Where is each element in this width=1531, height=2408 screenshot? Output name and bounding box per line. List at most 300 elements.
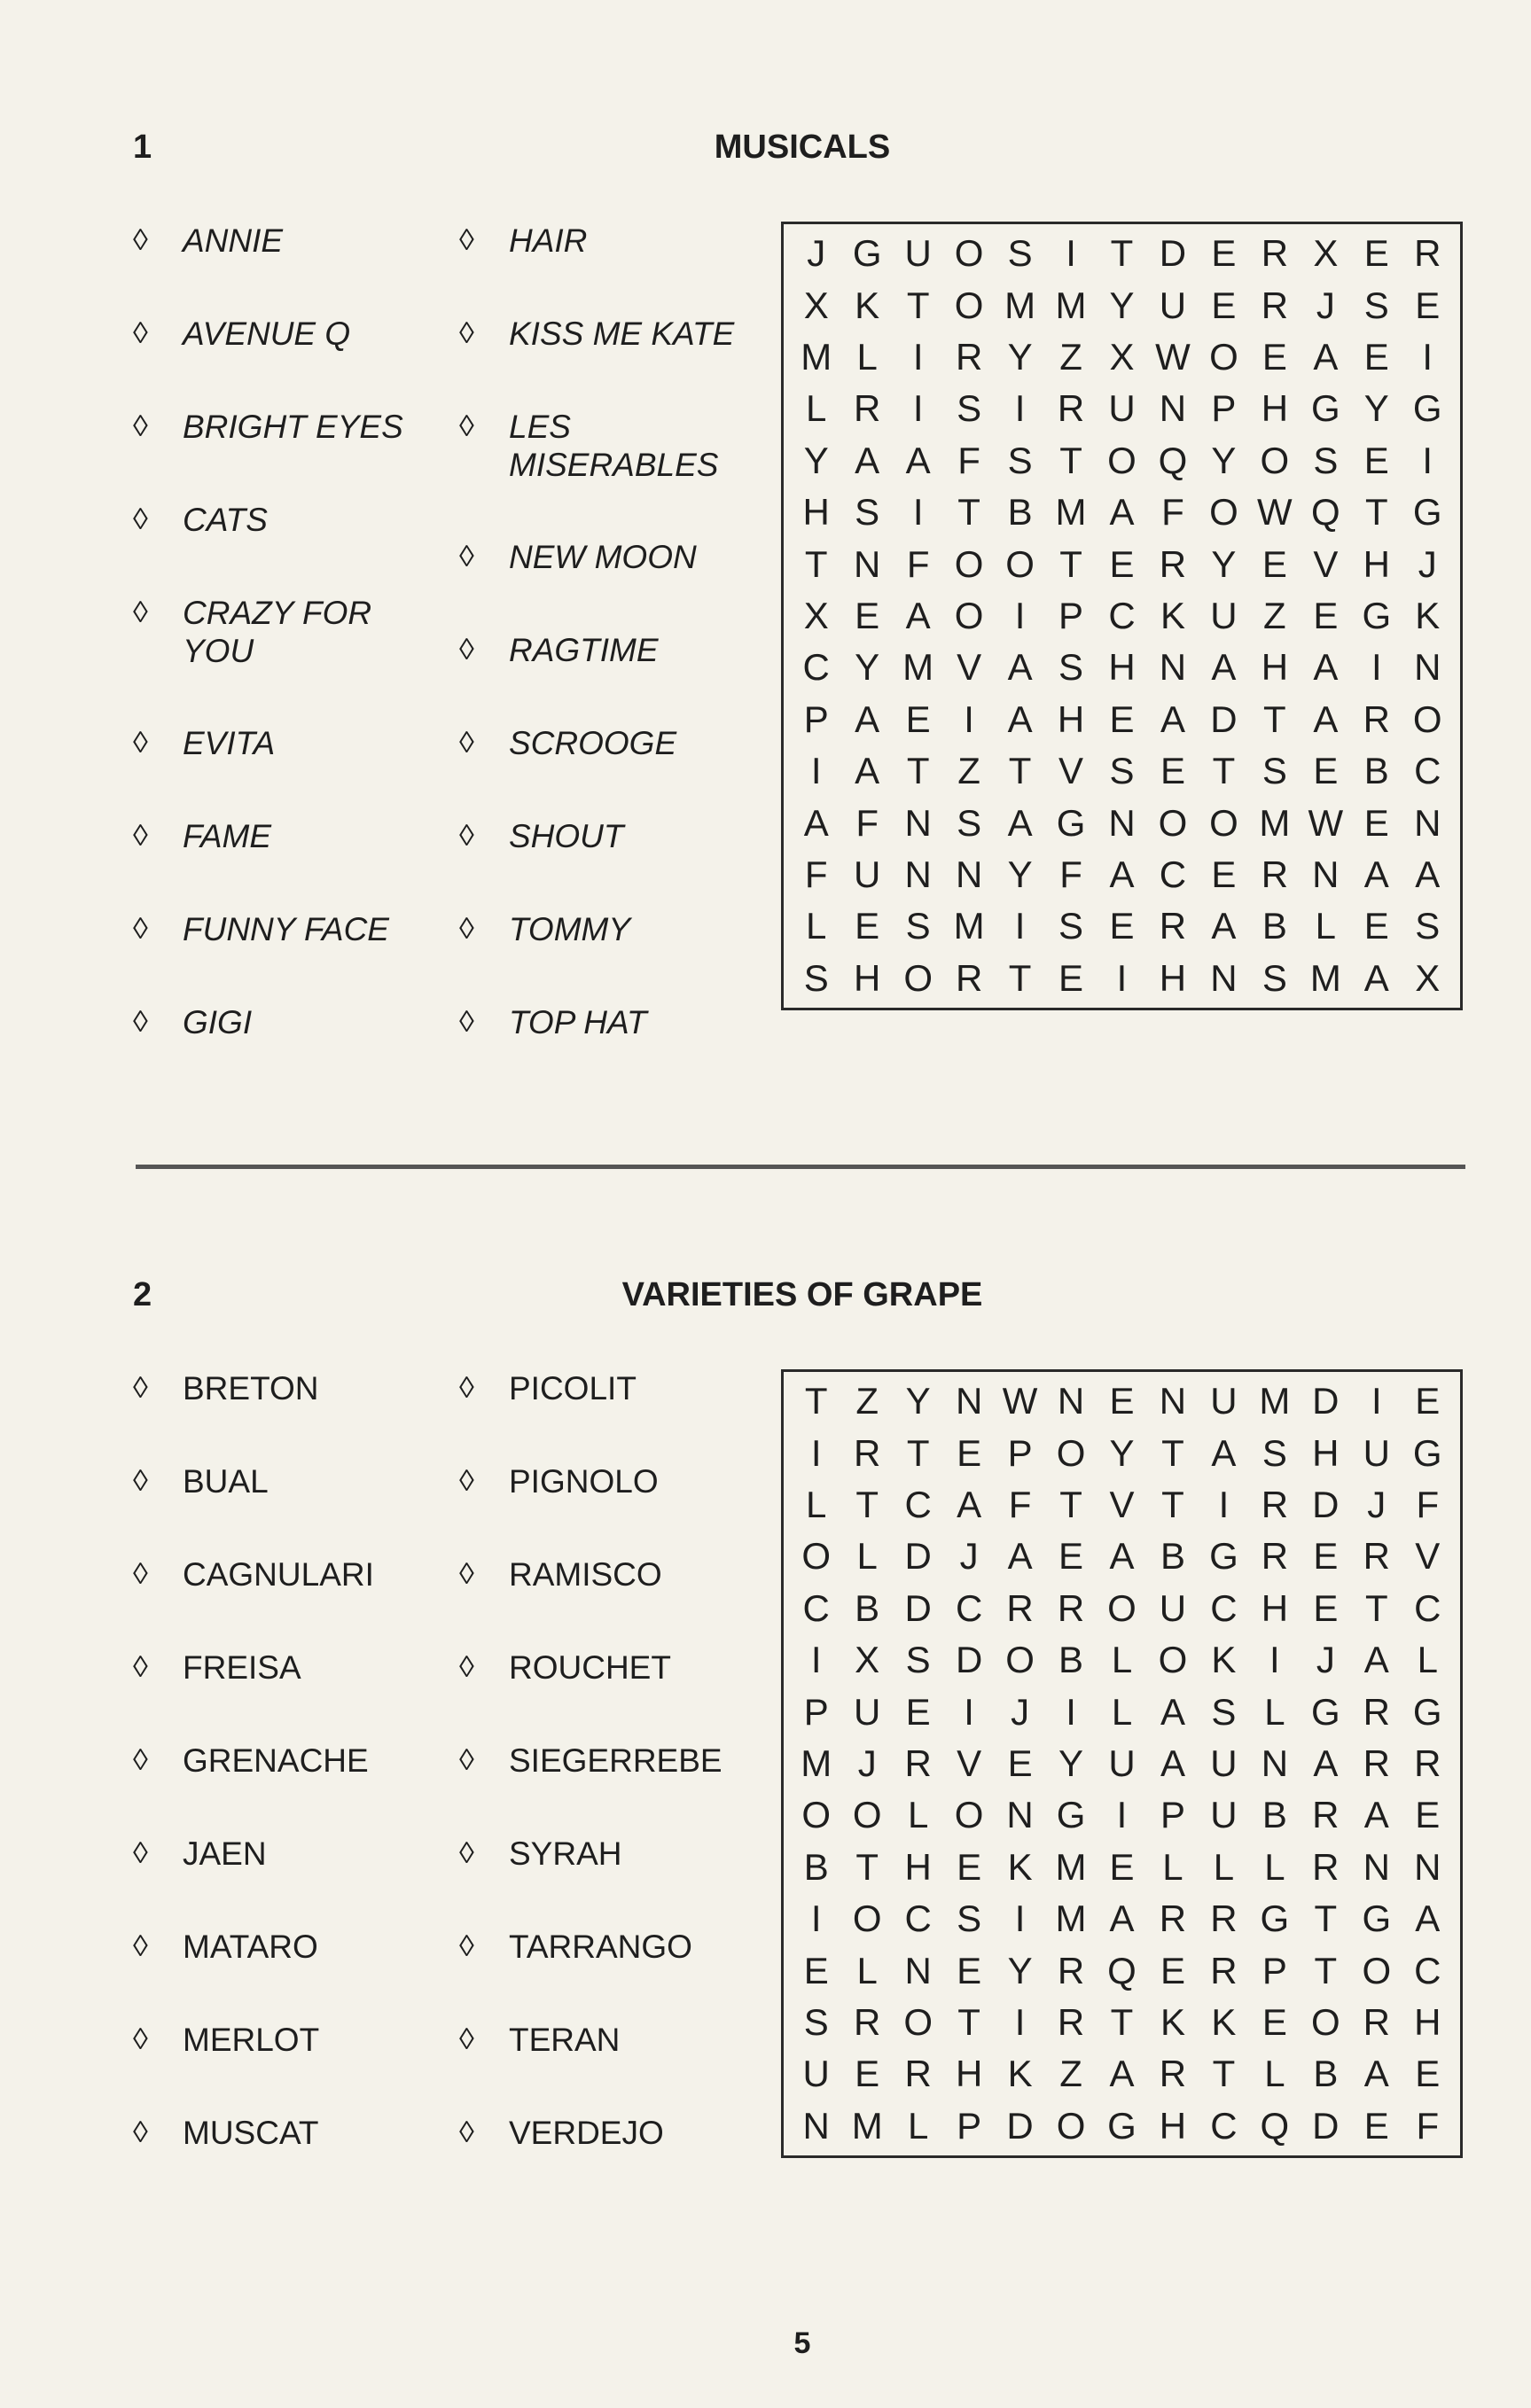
grid-letter: V <box>957 1742 982 1784</box>
grid-letter: E <box>1415 2053 1441 2095</box>
grid-letter: U <box>1210 1794 1238 1836</box>
grid-letter: I <box>964 697 974 740</box>
diamond-bullet-icon: ◊ <box>133 1836 148 1870</box>
word-text: FAME <box>183 818 272 854</box>
grid-letter: E <box>1363 2104 1389 2147</box>
grid-letter: V <box>1415 1535 1441 1578</box>
diamond-bullet-icon: ◊ <box>133 1650 148 1684</box>
section-divider <box>136 1165 1465 1169</box>
word-list-item <box>459 631 766 669</box>
grid-letter: R <box>854 1431 881 1474</box>
word-text: SYRAH <box>509 1835 622 1872</box>
grid-letter: H <box>1159 2104 1187 2147</box>
grid-letter: X <box>803 284 829 326</box>
grid-letter: O <box>852 1794 882 1836</box>
grid-letter: L <box>806 387 827 430</box>
grid-letter: Y <box>1007 853 1033 895</box>
grid-letter: A <box>1007 1535 1033 1578</box>
grid-letter: L <box>856 335 878 378</box>
grid-letter: Y <box>1363 387 1389 430</box>
grid-letter: R <box>1159 542 1187 585</box>
word-text: BRIGHT EYES <box>183 409 403 445</box>
grid-letter: R <box>1312 1845 1340 1888</box>
grid-letter: N <box>1159 1380 1187 1422</box>
grid-letter: R <box>904 1742 932 1784</box>
grid-letter: E <box>1363 439 1389 481</box>
grid-letter: N <box>1159 646 1187 689</box>
grid-letter: I <box>1116 956 1128 999</box>
grid-letter: N <box>955 853 983 895</box>
grid-letter: G <box>1412 387 1442 430</box>
diamond-bullet-icon: ◊ <box>459 726 474 760</box>
diamond-bullet-icon: ◊ <box>459 2116 474 2149</box>
grid-letter: R <box>1159 2053 1187 2095</box>
grid-letter: H <box>854 956 881 999</box>
grid-letter: O <box>801 1794 832 1836</box>
grid-letter: L <box>1264 1690 1285 1733</box>
grid-letter: J <box>1011 1690 1030 1733</box>
grid-letter: L <box>1162 1845 1183 1888</box>
diamond-bullet-icon: ◊ <box>133 1557 148 1591</box>
grid-letter: R <box>1057 387 1085 430</box>
grid-letter: E <box>1109 1845 1135 1888</box>
grid-letter: E <box>803 1949 829 1991</box>
grid-letter: K <box>1007 1845 1033 1888</box>
grid-letter: S <box>1058 646 1084 689</box>
grid-letter: S <box>1415 905 1441 947</box>
grid-letter: O <box>1158 1639 1188 1681</box>
grid-letter: U <box>1159 284 1187 326</box>
grid-letter: J <box>1418 542 1437 585</box>
grid-letter: E <box>1109 905 1135 947</box>
grid-letter: R <box>1159 1898 1187 1940</box>
grid-letter: B <box>1058 1639 1084 1681</box>
word-list-item <box>133 594 440 670</box>
grid-letter: S <box>957 801 982 844</box>
grid-letter: R <box>1006 1586 1034 1629</box>
grid-letter: A <box>1160 1742 1185 1784</box>
grid-letter: G <box>1260 1898 1290 1940</box>
grid-letter: A <box>1109 1898 1135 1940</box>
grid-letter: N <box>904 853 932 895</box>
grid-letter: U <box>1108 1742 1136 1784</box>
grid-letter: Y <box>1211 542 1237 585</box>
grid-letter: R <box>1159 905 1187 947</box>
grid-letter: A <box>855 697 880 740</box>
grid-letter: N <box>1057 1380 1085 1422</box>
diamond-bullet-icon: ◊ <box>459 2022 474 2056</box>
page-number: 5 <box>793 2326 811 2360</box>
grid-letter: P <box>1160 1794 1185 1836</box>
grid-letter: J <box>857 1742 877 1784</box>
grid-letter: T <box>1161 1483 1184 1525</box>
grid-letter: P <box>957 2104 982 2147</box>
grid-letter: I <box>912 335 924 378</box>
word-text: TOP HAT <box>509 1004 647 1040</box>
grid-letter: S <box>957 387 982 430</box>
grid-letter: O <box>903 956 933 999</box>
word-text: LES MISERABLES <box>509 409 719 483</box>
grid-letter: B <box>803 1845 829 1888</box>
grid-letter: S <box>957 1898 982 1940</box>
diamond-bullet-icon: ◊ <box>459 1371 474 1405</box>
grid-letter: A <box>1363 1794 1389 1836</box>
grid-letter: Q <box>1158 439 1188 481</box>
word-list-item <box>133 2114 440 2152</box>
grid-letter: V <box>1313 542 1339 585</box>
word-text: TARRANGO <box>509 1929 692 1965</box>
grid-letter: V <box>1109 1483 1135 1525</box>
diamond-bullet-icon: ◊ <box>459 1464 474 1498</box>
grid-letter: H <box>1414 2000 1441 2043</box>
grid-letter: F <box>1416 2104 1440 2147</box>
grid-letter: X <box>1415 956 1441 999</box>
grid-letter: B <box>1262 1794 1287 1836</box>
grid-letter: U <box>854 1690 881 1733</box>
word-list-item <box>133 1462 440 1500</box>
grid-letter: O <box>1158 801 1188 844</box>
grid-letter: A <box>1415 853 1441 895</box>
grid-letter: C <box>1414 750 1441 792</box>
grid-letter: O <box>1005 542 1035 585</box>
grid-letter: T <box>1008 956 1032 999</box>
grid-letter: N <box>854 542 881 585</box>
grid-letter: M <box>953 905 985 947</box>
word-text: MERLOT <box>183 2022 320 2058</box>
grid-letter: M <box>1004 284 1036 326</box>
diamond-bullet-icon: ◊ <box>133 726 148 760</box>
grid-letter: N <box>1159 387 1187 430</box>
grid-letter: A <box>1313 646 1339 689</box>
grid-letter: A <box>1007 646 1033 689</box>
grid-letter: B <box>855 1586 880 1629</box>
grid-letter: E <box>1211 853 1237 895</box>
grid-letter: E <box>957 1431 982 1474</box>
grid-letter: N <box>1414 1845 1441 1888</box>
grid-letter: O <box>1311 2000 1340 2043</box>
diamond-bullet-icon: ◊ <box>459 912 474 946</box>
grid-letter: E <box>1363 905 1389 947</box>
grid-letter: M <box>1055 284 1087 326</box>
grid-letter: G <box>1311 1690 1340 1733</box>
grid-letter: I <box>1422 335 1433 378</box>
grid-letter: R <box>854 2000 881 2043</box>
grid-letter: T <box>804 1380 828 1422</box>
grid-letter: G <box>1412 1431 1442 1474</box>
grid-letter: I <box>1116 1794 1128 1836</box>
grid-letter: G <box>1412 491 1442 534</box>
grid-letter: G <box>852 232 882 275</box>
grid-letter: A <box>1109 2053 1135 2095</box>
grid-letter: V <box>1058 750 1084 792</box>
grid-letter: L <box>806 1483 827 1525</box>
grid-letter: D <box>1312 1483 1340 1525</box>
grid-letter: N <box>904 1949 932 1991</box>
grid-letter: P <box>1211 387 1237 430</box>
puzzle-number: 2 <box>133 1276 152 1313</box>
grid-letter: I <box>1371 1380 1382 1422</box>
diamond-bullet-icon: ◊ <box>133 316 148 350</box>
grid-letter: L <box>1417 1639 1438 1681</box>
grid-letter: B <box>1007 491 1033 534</box>
grid-letter: E <box>905 1690 931 1733</box>
word-list-item <box>459 315 766 353</box>
grid-letter: F <box>906 542 930 585</box>
grid-letter: Y <box>1109 1431 1135 1474</box>
word-text: GRENACHE <box>183 1742 369 1779</box>
grid-letter: F <box>1416 1483 1440 1525</box>
grid-letter: I <box>1218 1483 1230 1525</box>
grid-letter: D <box>1312 1380 1340 1422</box>
word-text: ANNIE <box>183 222 284 259</box>
grid-letter: I <box>810 1639 822 1681</box>
grid-letter: E <box>1313 750 1339 792</box>
grid-letter: A <box>1109 491 1135 534</box>
word-list-item <box>459 817 766 855</box>
word-text: CATS <box>183 502 268 538</box>
letter-grid <box>781 1369 1463 2158</box>
grid-letter: N <box>955 1380 983 1422</box>
grid-letter: I <box>1014 387 1026 430</box>
diamond-bullet-icon: ◊ <box>459 223 474 257</box>
grid-letter: A <box>1007 697 1033 740</box>
grid-letter: C <box>1108 594 1136 636</box>
grid-letter: K <box>1160 594 1185 636</box>
grid-letter: M <box>1055 491 1087 534</box>
word-list-item <box>459 910 766 948</box>
grid-letter: R <box>1414 232 1441 275</box>
grid-letter: O <box>1005 1639 1035 1681</box>
grid-letter: I <box>912 491 924 534</box>
diamond-bullet-icon: ◊ <box>133 1371 148 1405</box>
grid-letter: A <box>957 1483 982 1525</box>
grid-letter: U <box>904 232 932 275</box>
diamond-bullet-icon: ◊ <box>133 596 148 629</box>
grid-letter: S <box>1262 1431 1287 1474</box>
word-text: AVENUE Q <box>183 316 351 352</box>
grid-letter: Y <box>1007 335 1033 378</box>
grid-letter: F <box>855 801 879 844</box>
grid-letter: W <box>1308 801 1344 844</box>
grid-letter: B <box>1363 750 1389 792</box>
grid-letter: I <box>1269 1639 1280 1681</box>
grid-letter: Q <box>1260 2104 1290 2147</box>
grid-letter: D <box>904 1586 932 1629</box>
grid-letter: E <box>1058 956 1084 999</box>
grid-letter: A <box>1415 1898 1441 1940</box>
grid-letter: R <box>1363 2000 1390 2043</box>
diamond-bullet-icon: ◊ <box>133 912 148 946</box>
grid-letter: E <box>1160 750 1185 792</box>
grid-letter: E <box>1415 1794 1441 1836</box>
grid-letter: G <box>1362 1898 1392 1940</box>
grid-letter: D <box>1006 2104 1034 2147</box>
grid-letter: R <box>1210 1949 1238 1991</box>
grid-letter: L <box>1111 1639 1133 1681</box>
grid-letter: O <box>801 1535 832 1578</box>
grid-letter: Z <box>1263 594 1286 636</box>
word-text: GIGI <box>183 1004 253 1040</box>
grid-letter: L <box>856 1535 878 1578</box>
diamond-bullet-icon: ◊ <box>133 1464 148 1498</box>
grid-letter: S <box>855 491 880 534</box>
grid-letter: G <box>1056 801 1086 844</box>
grid-letter: P <box>803 1690 829 1733</box>
word-text: BRETON <box>183 1370 319 1407</box>
word-text: ROUCHET <box>509 1649 671 1686</box>
grid-letter: T <box>804 542 828 585</box>
grid-letter: O <box>1362 1949 1392 1991</box>
grid-letter: C <box>904 1898 932 1940</box>
grid-letter: M <box>1055 1845 1087 1888</box>
diamond-bullet-icon: ◊ <box>459 409 474 443</box>
grid-letter: D <box>1210 697 1238 740</box>
grid-letter: O <box>1260 439 1290 481</box>
grid-letter: O <box>1209 335 1238 378</box>
grid-letter: T <box>855 1845 879 1888</box>
grid-letter: O <box>954 232 984 275</box>
grid-letter: C <box>1210 2104 1238 2147</box>
grid-letter: I <box>810 1431 822 1474</box>
grid-letter: Z <box>855 1380 879 1422</box>
grid-letter: R <box>854 387 881 430</box>
grid-letter: S <box>1007 232 1033 275</box>
grid-letter: L <box>1111 1690 1133 1733</box>
word-list-item <box>133 1835 440 1873</box>
grid-letter: Y <box>803 439 829 481</box>
grid-letter: R <box>1363 1535 1390 1578</box>
grid-letter: B <box>1313 2053 1339 2095</box>
diamond-bullet-icon: ◊ <box>133 1005 148 1039</box>
grid-letter: R <box>1261 853 1289 895</box>
diamond-bullet-icon: ◊ <box>459 1557 474 1591</box>
word-list-item <box>133 1555 440 1594</box>
grid-letter: T <box>1059 542 1082 585</box>
grid-letter: E <box>855 594 880 636</box>
grid-letter: P <box>803 697 829 740</box>
grid-letter: R <box>1057 2000 1085 2043</box>
grid-letter: H <box>1261 387 1289 430</box>
grid-letter: E <box>855 905 880 947</box>
diamond-bullet-icon: ◊ <box>133 2022 148 2056</box>
grid-letter: P <box>1007 1431 1033 1474</box>
grid-letter: T <box>906 284 930 326</box>
grid-letter: E <box>1313 594 1339 636</box>
grid-letter: X <box>803 594 829 636</box>
grid-letter: C <box>1159 853 1187 895</box>
word-list-item <box>133 1648 440 1687</box>
grid-letter: M <box>902 646 934 689</box>
grid-letter: S <box>1262 750 1287 792</box>
grid-letter: P <box>1262 1949 1287 1991</box>
grid-letter: I <box>810 1898 822 1940</box>
word-text: TOMMY <box>509 911 631 947</box>
grid-letter: A <box>1007 801 1033 844</box>
grid-letter: H <box>1261 1586 1289 1629</box>
word-text: MUSCAT <box>183 2115 319 2151</box>
grid-letter: H <box>1108 646 1136 689</box>
grid-letter: A <box>855 750 880 792</box>
grid-letter: E <box>855 2053 880 2095</box>
grid-letter: I <box>1066 1690 1076 1733</box>
grid-letter: U <box>1363 1431 1390 1474</box>
grid-letter: O <box>1209 801 1238 844</box>
grid-letter: S <box>1363 284 1389 326</box>
grid-letter: G <box>1056 1794 1086 1836</box>
letter-grid <box>781 222 1463 1010</box>
grid-letter: A <box>1109 853 1135 895</box>
grid-letter: E <box>957 1845 982 1888</box>
grid-letter: U <box>1108 387 1136 430</box>
grid-letter: E <box>1160 1949 1185 1991</box>
grid-letter: C <box>802 1586 830 1629</box>
grid-letter: R <box>1057 1949 1085 1991</box>
grid-letter: E <box>1363 801 1389 844</box>
grid-letter: S <box>1007 439 1033 481</box>
grid-letter: A <box>1363 853 1389 895</box>
grid-letter: T <box>1364 1586 1388 1629</box>
grid-letter: E <box>1109 697 1135 740</box>
grid-letter: E <box>905 697 931 740</box>
grid-letter: V <box>957 646 982 689</box>
diamond-bullet-icon: ◊ <box>459 1650 474 1684</box>
word-text: CRAZY FOR YOU <box>183 595 372 669</box>
grid-letter: O <box>1412 697 1442 740</box>
grid-letter: K <box>855 284 880 326</box>
grid-letter: U <box>1159 1586 1187 1629</box>
grid-letter: B <box>1160 1535 1185 1578</box>
grid-letter: E <box>1007 1742 1033 1784</box>
grid-letter: H <box>955 2053 983 2095</box>
grid-letter: B <box>1262 905 1287 947</box>
word-list-item <box>133 1742 440 1780</box>
word-text: PIGNOLO <box>509 1463 659 1500</box>
grid-letter: A <box>1160 697 1185 740</box>
grid-letter: I <box>1014 2000 1026 2043</box>
grid-letter: E <box>1363 335 1389 378</box>
grid-letter: X <box>1109 335 1135 378</box>
grid-letter: R <box>1057 1586 1085 1629</box>
grid-letter: C <box>1414 1586 1441 1629</box>
grid-letter: E <box>1313 1535 1339 1578</box>
grid-letter: A <box>855 439 880 481</box>
grid-letter: H <box>1312 1431 1340 1474</box>
grid-letter: A <box>1109 1535 1135 1578</box>
word-list-item <box>133 724 440 762</box>
word-text: PICOLIT <box>509 1370 637 1407</box>
word-text: VERDEJO <box>509 2115 664 2151</box>
grid-letter: N <box>1261 1742 1289 1784</box>
grid-letter: Q <box>1311 491 1340 534</box>
grid-letter: Y <box>855 646 880 689</box>
grid-letter: E <box>1415 1380 1441 1422</box>
word-text: SHOUT <box>509 818 624 854</box>
word-list-item <box>133 1928 440 1966</box>
grid-letter: A <box>1211 1431 1237 1474</box>
grid-letter: I <box>1014 594 1026 636</box>
word-list-item <box>133 817 440 855</box>
grid-letter: N <box>1363 1845 1390 1888</box>
grid-letter: D <box>955 1639 983 1681</box>
grid-letter: A <box>1211 905 1237 947</box>
grid-letter: E <box>1415 284 1441 326</box>
grid-letter: S <box>905 905 931 947</box>
grid-letter: N <box>1210 956 1238 999</box>
grid-letter: U <box>802 2053 830 2095</box>
grid-letter: C <box>904 1483 932 1525</box>
word-text: HAIR <box>509 222 588 259</box>
grid-letter: K <box>1160 2000 1185 2043</box>
